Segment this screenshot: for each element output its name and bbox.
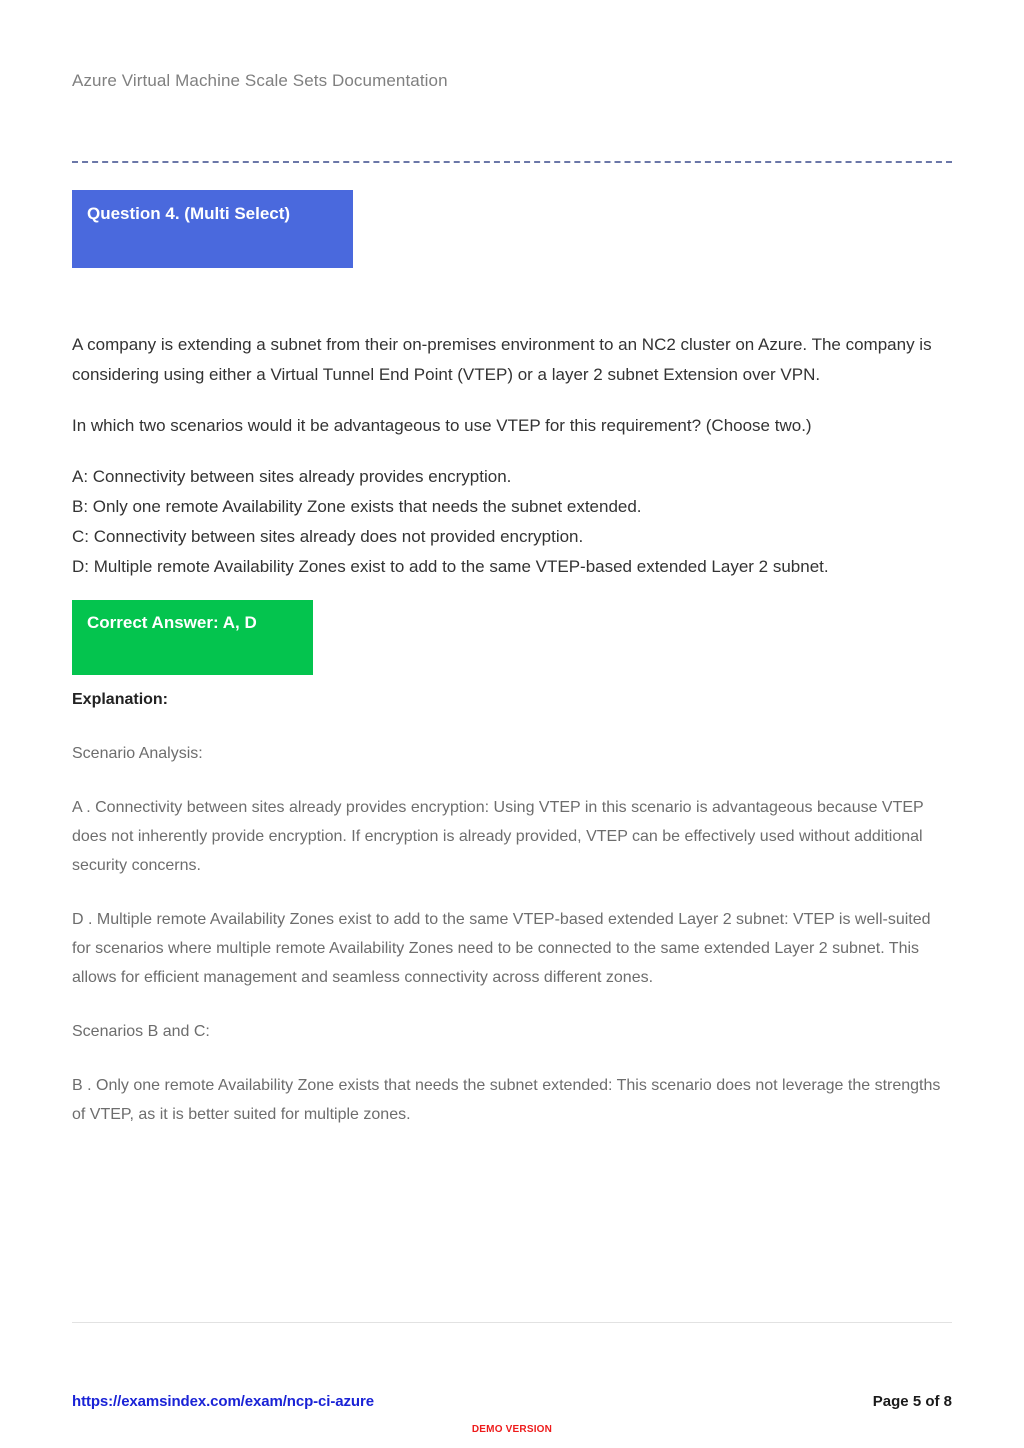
document-footer — [72, 1393, 952, 1410]
answer-option-list — [72, 462, 952, 582]
explanation-paragraph-d: D . Multiple remote Availability Zones exist to add to the same VTEP-based extended Layer 2 subnet: VTEP is well-suited for scenarios where multiple remote Availability Zones need to be connected to the same extended Layer 2 subnet. This allows for efficient management and seamless connectivity across different zones. — [72, 911, 931, 986]
answer-option-c[interactable]: C: Connectivity between sites already does not provided encryption. — [72, 527, 584, 546]
dashed-divider — [72, 161, 952, 163]
document-header — [72, 70, 952, 92]
footer-page-number: Page 5 of 8 — [872, 1393, 952, 1410]
answer-option-a[interactable]: A: Connectivity between sites already provides encryption. — [72, 467, 512, 486]
answer-option-d[interactable]: D: Multiple remote Availability Zones exist to add to the same VTEP-based extended Layer 2 subnet. — [72, 557, 829, 576]
question-badge-label: Question 4. (Multi Select) — [87, 204, 291, 223]
document-title: Azure Virtual Machine Scale Sets Documentation — [72, 71, 448, 90]
correct-answer-label: Correct Answer: A, D — [87, 613, 257, 632]
explanation-heading: Explanation: — [72, 691, 169, 708]
question-content — [72, 330, 952, 1154]
question-stem: A company is extending a subnet from their on-premises environment to an NC2 cluster on Azure. The company is considering using either a Virtual Tunnel End Point (VTEP) or a layer 2 subnet Extension over VPN. — [72, 335, 932, 384]
demo-version-watermark: DEMO VERSION — [471, 1424, 553, 1435]
explanation-paragraph-scenario-analysis: Scenario Analysis: — [72, 745, 203, 762]
question-badge — [72, 190, 353, 268]
explanation-paragraph-b: B . Only one remote Availability Zone exists that needs the subnet extended: This scenario does not leverage the strengths of VTEP, as it is better suited for multiple zones. — [72, 1077, 941, 1123]
answer-option-b[interactable]: B: Only one remote Availability Zone exists that needs the subnet extended. — [72, 497, 642, 516]
explanation-paragraph-scenarios-bc: Scenarios B and C: — [72, 1023, 210, 1040]
question-prompt: In which two scenarios would it be advantageous to use VTEP for this requirement? (Choose two.) — [72, 416, 812, 435]
explanation-paragraph-a: A . Connectivity between sites already provides encryption: Using VTEP in this scenario is advantageous because VTEP does not inherently provide encryption. If encryption is already provided, VTEP can be effectively used without additional security concerns. — [72, 799, 924, 874]
footer-exam-link[interactable]: https://examsindex.com/exam/ncp-ci-azure — [72, 1393, 374, 1410]
correct-answer-badge — [72, 600, 313, 675]
footer-divider — [72, 1322, 952, 1323]
